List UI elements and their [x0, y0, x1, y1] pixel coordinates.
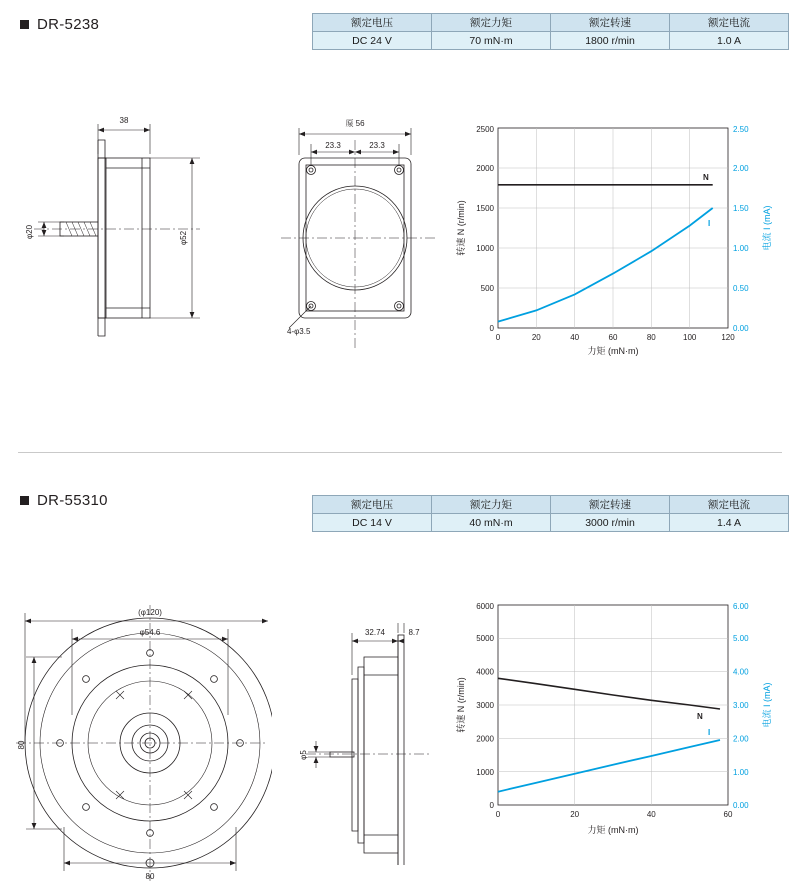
chart-ylabel-left: 转速 N (r/min) [456, 200, 466, 256]
svg-text:40: 40 [646, 810, 656, 819]
svg-text:60: 60 [723, 810, 733, 819]
chart2-ylabel-right: 电流 I (mA) [762, 682, 772, 728]
dim-front-38: 38 [119, 116, 129, 125]
chart2-ylabel-left: 转速 N (r/min) [456, 677, 466, 733]
dim-side-4phi35: 4-φ3.5 [287, 327, 311, 336]
drawing-side-view-2 [290, 615, 450, 865]
svg-text:40: 40 [570, 333, 580, 342]
col-header-voltage: 额定电压 [313, 14, 432, 32]
svg-text:1000: 1000 [476, 244, 494, 253]
dim-side-square56: 厡 56 [345, 119, 365, 128]
cell-torque: 40 mN·m [432, 514, 551, 532]
dim-front-phi52: φ52 [179, 230, 188, 246]
drawing-front-view [20, 110, 260, 370]
svg-text:1.50: 1.50 [733, 204, 749, 213]
col-header-speed: 额定转速 [551, 496, 670, 514]
model-section-dr55310 [0, 455, 800, 896]
svg-text:60: 60 [608, 333, 618, 342]
spec-table [312, 13, 789, 50]
svg-text:500: 500 [480, 284, 494, 293]
svg-text:4000: 4000 [476, 667, 494, 677]
table-row [313, 514, 789, 532]
svg-text:0: 0 [489, 801, 494, 810]
svg-text:80: 80 [646, 333, 656, 342]
svg-text:0: 0 [489, 324, 494, 333]
col-header-voltage: 额定电压 [313, 496, 432, 514]
svg-text:1500: 1500 [476, 204, 494, 213]
col-header-current: 额定电流 [670, 496, 789, 514]
svg-text:2000: 2000 [476, 734, 494, 744]
dim-side2-phi5: φ5 [299, 750, 308, 760]
svg-text:2.00: 2.00 [733, 164, 749, 173]
model-name-2: DR-55310 [37, 492, 108, 509]
svg-text:2500: 2500 [476, 125, 494, 134]
svg-text:0.00: 0.00 [733, 324, 749, 333]
svg-text:120: 120 [721, 333, 735, 342]
dim-side-23-3-a: 23.3 [325, 141, 341, 150]
cell-current: 1.0 A [670, 32, 789, 50]
series-label-i: I [708, 219, 711, 228]
svg-text:1.00: 1.00 [733, 244, 749, 253]
cell-voltage: DC 14 V [313, 514, 432, 532]
svg-text:0.00: 0.00 [733, 801, 749, 810]
dim-front2-phi546: φ54.6 [139, 628, 161, 637]
col-header-current: 额定电流 [670, 14, 789, 32]
col-header-torque: 额定力矩 [432, 496, 551, 514]
dim-side-23-3-b: 23.3 [369, 141, 385, 150]
page-title-2 [20, 492, 108, 509]
svg-text:6.00: 6.00 [733, 602, 749, 611]
cell-current: 1.4 A [670, 514, 789, 532]
svg-text:100: 100 [683, 333, 697, 342]
svg-text:5000: 5000 [476, 634, 494, 643]
dim-front2-phi120: (φ120) [138, 608, 162, 617]
cell-torque: 70 mN·m [432, 32, 551, 50]
drawing-side-view [265, 110, 455, 370]
chart-xlabel: 力矩 (mN·m) [587, 346, 639, 356]
col-header-speed: 额定转速 [551, 14, 670, 32]
svg-text:2.50: 2.50 [733, 125, 749, 134]
series-label-n: N [703, 173, 709, 182]
svg-text:3000: 3000 [476, 701, 494, 710]
drawing-front-view-2 [12, 595, 272, 885]
svg-text:1.00: 1.00 [733, 768, 749, 777]
svg-text:3.00: 3.00 [733, 701, 749, 710]
chart2-xlabel: 力矩 (mN·m) [587, 825, 639, 835]
svg-text:20: 20 [570, 810, 580, 819]
model-name: DR-5238 [37, 16, 100, 33]
dim-side2-87: 8.7 [408, 628, 420, 637]
table-header-row [313, 14, 789, 32]
page-title [20, 16, 99, 33]
performance-chart-dr55310 [450, 595, 790, 850]
dim-front2-80-h: 80 [145, 872, 155, 881]
spec-table-2 [312, 495, 789, 532]
svg-text:0.50: 0.50 [733, 284, 749, 293]
svg-text:1000: 1000 [476, 768, 494, 777]
svg-text:2000: 2000 [476, 164, 494, 173]
dim-front-phi20: φ20 [25, 224, 34, 240]
bullet-square-icon [20, 20, 29, 29]
svg-text:4.00: 4.00 [733, 667, 749, 677]
chart-ylabel-right: 电流 I (mA) [762, 205, 772, 251]
svg-text:6000: 6000 [476, 602, 494, 611]
col-header-torque: 额定力矩 [432, 14, 551, 32]
svg-text:5.00: 5.00 [733, 634, 749, 643]
table-row [313, 32, 789, 50]
series2-label-n: N [697, 712, 703, 721]
svg-text:2.00: 2.00 [733, 734, 749, 744]
table-header-row [313, 496, 789, 514]
svg-text:20: 20 [531, 333, 541, 342]
bullet-square-icon [20, 496, 29, 505]
cell-speed: 1800 r/min [551, 32, 670, 50]
series2-label-i: I [708, 728, 711, 737]
dim-side2-3274: 32.74 [364, 628, 386, 637]
performance-chart-dr5238 [450, 118, 790, 363]
dim-front2-80-v: 80 [17, 740, 26, 750]
section-divider [18, 452, 782, 453]
svg-text:0: 0 [495, 810, 501, 819]
svg-text:0: 0 [495, 333, 501, 342]
cell-voltage: DC 24 V [313, 32, 432, 50]
cell-speed: 3000 r/min [551, 514, 670, 532]
